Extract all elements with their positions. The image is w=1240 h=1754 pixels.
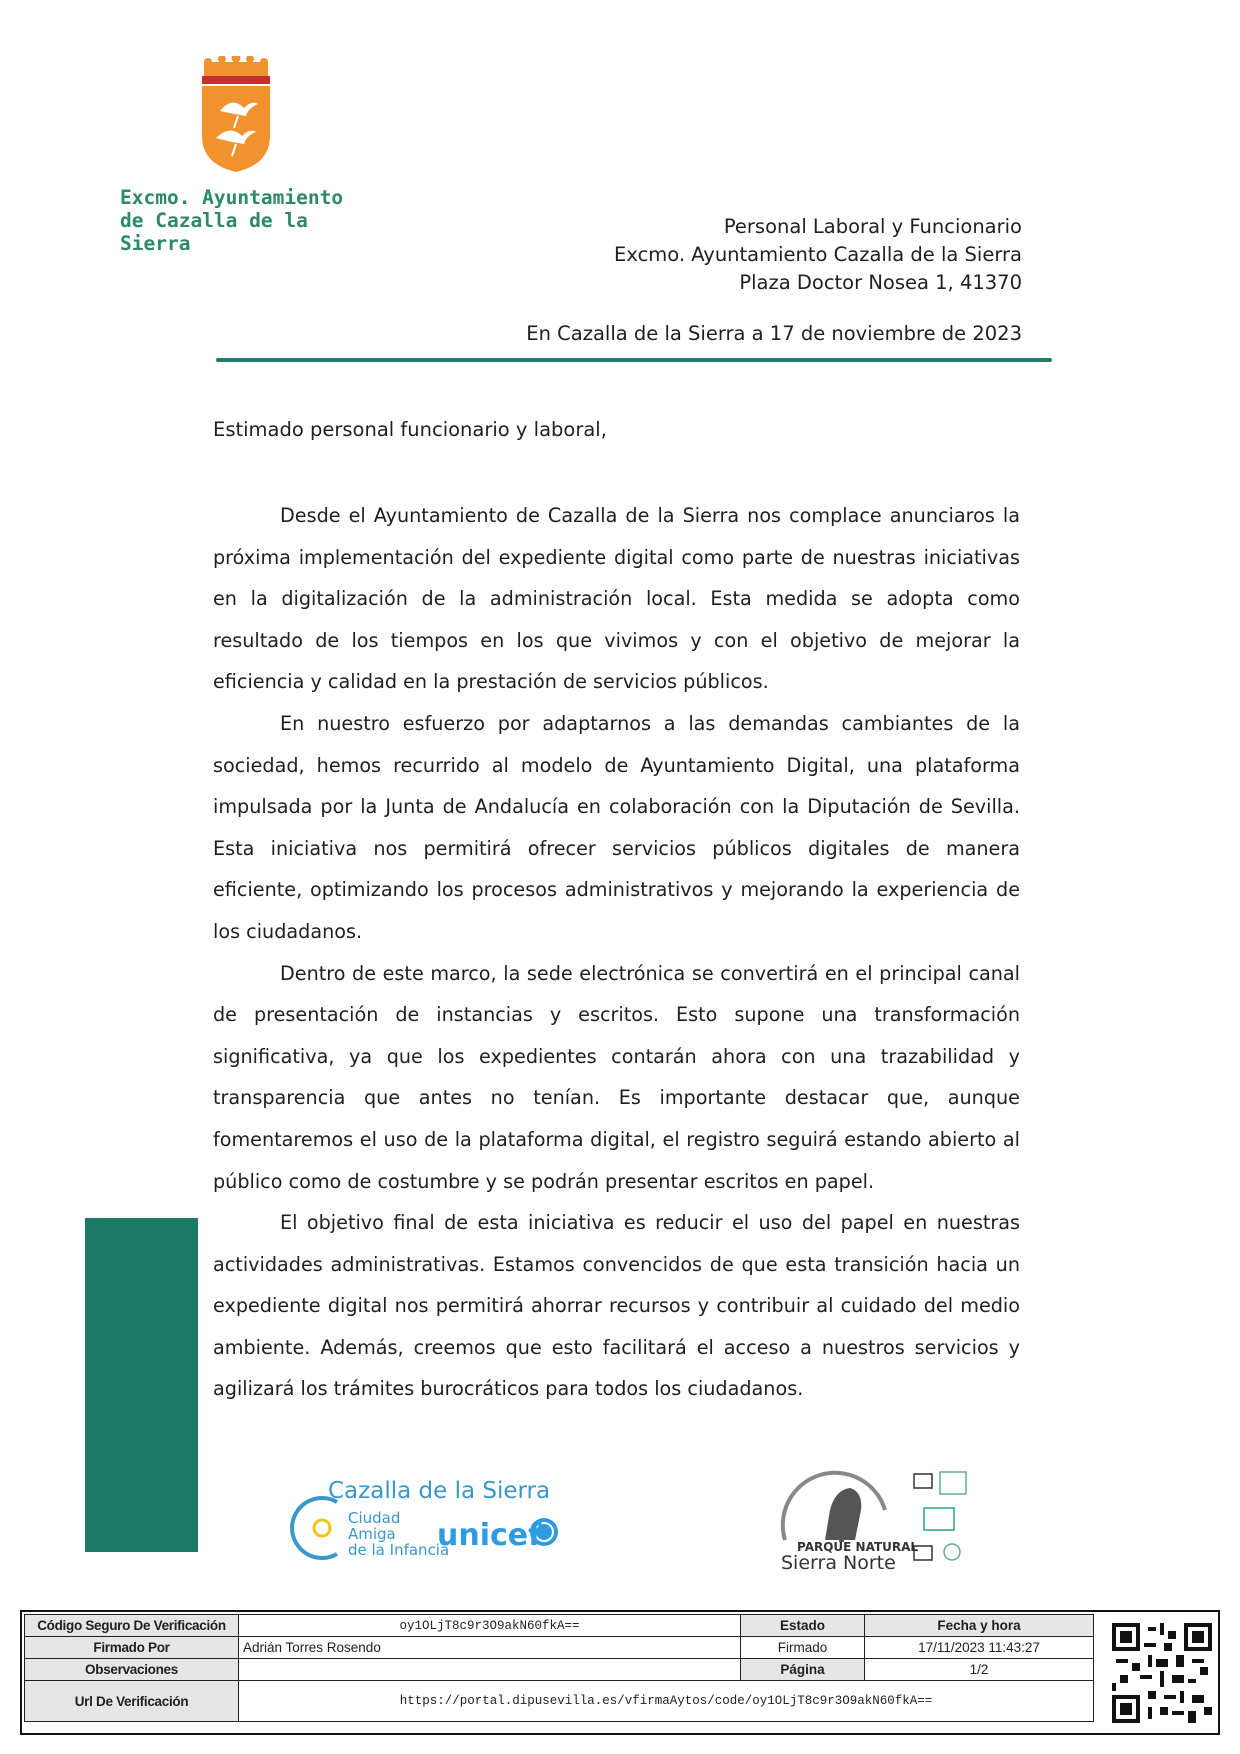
header-divider [216,358,1052,362]
pagina-label: Página [741,1659,865,1681]
parque-natural-label: PARQUE NATURAL [797,1540,919,1554]
table-row [25,1659,1094,1681]
csv-label: Código Seguro De Verificación [25,1615,239,1637]
unicef-wordmark: unicef [437,1518,542,1553]
estado-value: Firmado [741,1637,865,1659]
ciudad-amiga-title: Cazalla de la Sierra [328,1478,551,1504]
fecha-label: Fecha y hora [865,1615,1094,1637]
observaciones-label: Observaciones [25,1659,239,1681]
firmado-por-label: Firmado Por [25,1637,239,1659]
table-row [25,1615,1094,1637]
table-row [25,1637,1094,1659]
letter-body [213,495,1020,1410]
observaciones-value [239,1659,741,1681]
ciudad-amiga-line2: Amiga [348,1525,396,1543]
fecha-value: 17/11/2023 11:43:27 [865,1637,1094,1659]
signature-table [24,1614,1094,1722]
org-name-line1: Excmo. Ayuntamiento [120,186,344,209]
qr-code [1112,1622,1212,1724]
greeting: Estimado personal funcionario y laboral, [213,418,607,441]
sierra-norte-label: Sierra Norte [781,1552,896,1574]
organization-name [120,186,360,255]
pagina-value: 1/2 [865,1659,1094,1681]
verification-url[interactable]: https://portal.dipusevilla.es/vfirmaAytos/code/oy1OLjT8c9r3O9akN60fkA== [239,1681,1094,1722]
table-row [25,1681,1094,1722]
ciudad-amiga-line1: Ciudad [348,1509,401,1527]
paragraph-2: En nuestro esfuerzo por adaptarnos a las demandas cambiantes de la sociedad, hemos recurrido al modelo de Ayuntamiento Digital, una plataforma impulsada por la Junta de Andalucía en colaboración con la Diputación de Sevilla. Esta iniciativa nos permitirá ofrecer servicios públicos digitales de manera eficiente, optimizando los procesos administrativos y mejorando la experiencia de los ciudadanos. [213,711,1020,943]
addressee-line1: Personal Laboral y Funcionario [723,215,1022,238]
place-and-date: En Cazalla de la Sierra a 17 de noviembre de 2023 [526,322,1022,345]
paragraph-4: El objetivo final de esta iniciativa es reducir el uso del papel en nuestras actividades administrativas. Estamos convencidos de que esta transición hacia un expediente digital nos permitirá ahorrar recursos y contribuir al cuidado del medio ambiente. Además, creemos que esto facilitará el acceso a nuestros servicios y agilizará los trámites burocráticos para todos los ciudadanos. [213,1211,1020,1401]
unesco-logos [910,1470,972,1575]
decorative-green-bar [85,1218,198,1552]
ciudad-amiga-line3: de la Infancia [348,1541,450,1559]
org-name-line2: de Cazalla de la Sierra [120,209,308,255]
estado-label: Estado [741,1615,865,1637]
addressee-line2: Excmo. Ayuntamiento Cazalla de la Sierra [614,243,1022,266]
paragraph-1: Desde el Ayuntamiento de Cazalla de la Sierra nos complace anunciaros la próxima implementación del expediente digital como parte de nuestras iniciativas en la digitalización de la administración local. Esta medida se adopta como resultado de los tiempos en los que vivimos y con el objetivo de mejorar la eficiencia y calidad en la prestación de servicios públicos. [213,504,1020,694]
addressee-block [614,213,1022,297]
url-label: Url De Verificación [25,1681,239,1722]
addressee-line3: Plaza Doctor Nosea 1, 41370 [739,271,1022,294]
firmado-por-value: Adrián Torres Rosendo [239,1637,741,1659]
ciudad-amiga-subtitle [348,1510,449,1558]
municipal-crest-logo [198,56,274,174]
csv-value: oy1OLjT8c9r3O9akN60fkA== [239,1615,741,1637]
paragraph-3: Dentro de este marco, la sede electrónica se convertirá en el principal canal de presentación de instancias y escritos. Esto supone una transformación significativa, ya que los expedientes contarán ahora con una trazabilidad y transparencia que antes no tenían. Es importante destacar que, aunque fomentaremos el uso de la plataforma digital, el registro seguirá estando abierto al público como de costumbre y se podrán presentar escritos en papel. [213,961,1020,1193]
